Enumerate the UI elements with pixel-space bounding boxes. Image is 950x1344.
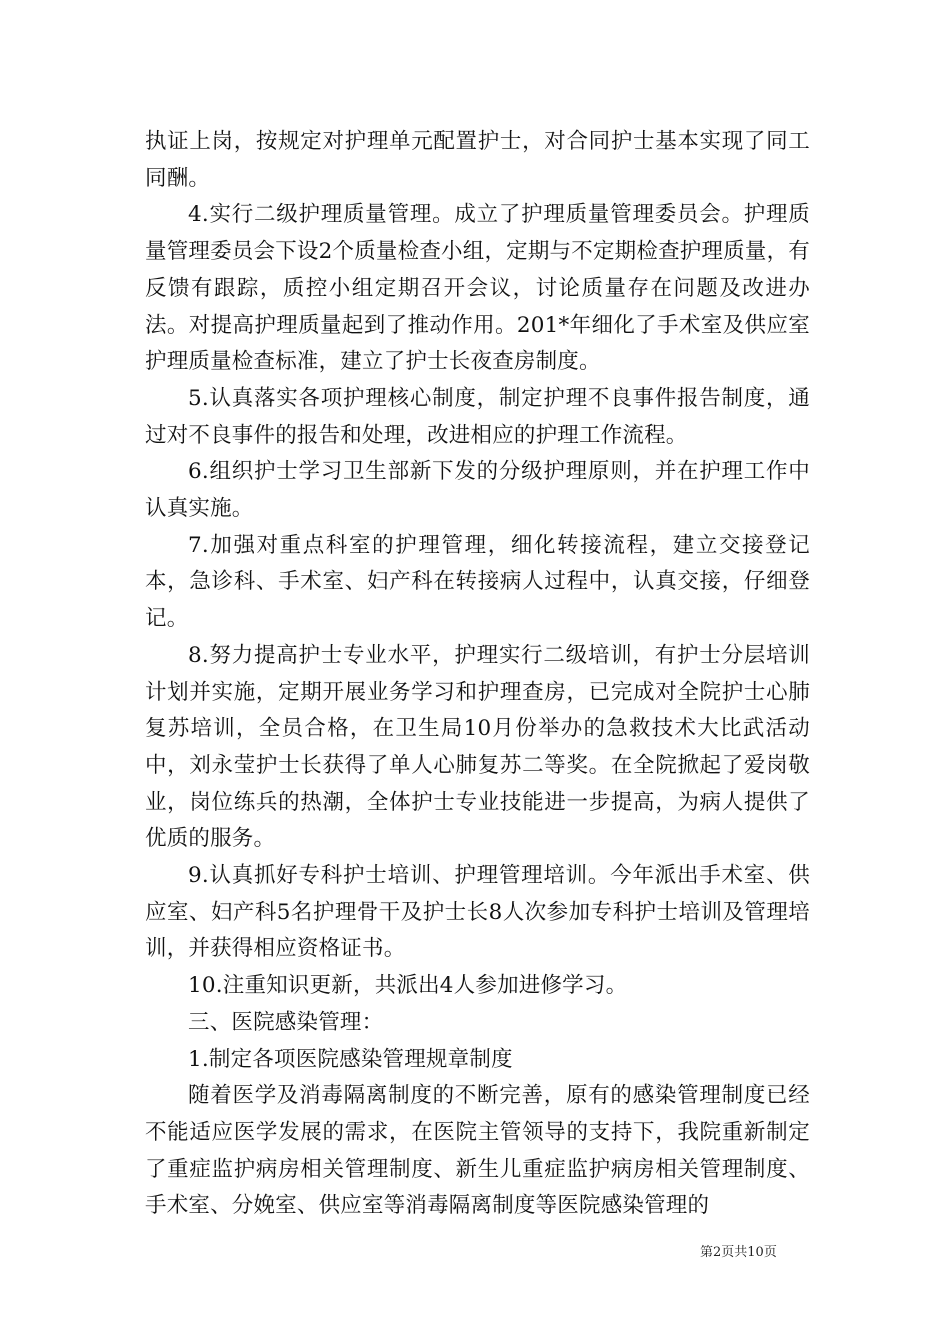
paragraph-item-6: 6.组织护士学习卫生部新下发的分级护理原则，并在护理工作中认真实施。 — [145, 459, 810, 522]
page-number-footer: 第2页共10页 — [700, 1245, 777, 1260]
paragraph-item-7: 7.加强对重点科室的护理管理，细化转接流程，建立交接登记本，急诊科、手术室、妇产科在转接病人过程中，认真交接，仔细登记。 — [145, 532, 810, 632]
document-body — [145, 124, 810, 1225]
section-heading-infection-management: 三、医院感染管理： — [188, 1009, 384, 1035]
paragraph-item-9: 9.认真抓好专科护士培训、护理管理培训。今年派出手术室、供应室、妇产科5名护理骨干及护士长8人次参加专科护士培训及管理培训，并获得相应资格证书。 — [145, 863, 810, 962]
subsection-heading-rules: 1.制定各项医院感染管理规章制度 — [188, 1046, 513, 1072]
paragraph-item-8: 8.努力提高护士专业水平，护理实行二级培训，有护士分层培训计划并实施，定期开展业务学习和护理查房，已完成对全院护士心肺复苏培训，全员合格，在卫生局10月份举办的急救技术大比武活动中，刘永莹护士长获得了单人心肺复苏二等奖。在全院掀起了爱岗敬业，岗位练兵的热潮，全体护士专业技能进一步提高，为病人提供了优质的服务。 — [145, 642, 810, 852]
paragraph-item-10: 10.注重知识更新，共派出4人参加进修学习。 — [188, 973, 628, 999]
paragraph-item-4: 4.实行二级护理质量管理。成立了护理质量管理委员会。护理质量管理委员会下设2个质量检查小组，定期与不定期检查护理质量，有反馈有跟踪，质控小组定期召开会议，讨论质量存在问题及改进办法。对提高护理质量起到了推动作用。201*年细化了手术室及供应室护理质量检查标准，建立了护士长夜查房制度。 — [145, 202, 810, 375]
paragraph-continuation: 执证上岗，按规定对护理单元配置护士，对合同护士基本实现了同工同酬。 — [145, 129, 810, 191]
paragraph-item-5: 5.认真落实各项护理核心制度，制定护理不良事件报告制度，通过对不良事件的报告和处理，改进相应的护理工作流程。 — [145, 385, 810, 448]
paragraph-infection-rules: 随着医学及消毒隔离制度的不断完善，原有的感染管理制度已经不能适应医学发展的需求，在医院主管领导的支持下，我院重新制定了重症监护病房相关管理制度、新生儿重症监护病房相关管理制度、手术室、分娩室、供应室等消毒隔离制度等医院感染管理的 — [145, 1083, 810, 1219]
